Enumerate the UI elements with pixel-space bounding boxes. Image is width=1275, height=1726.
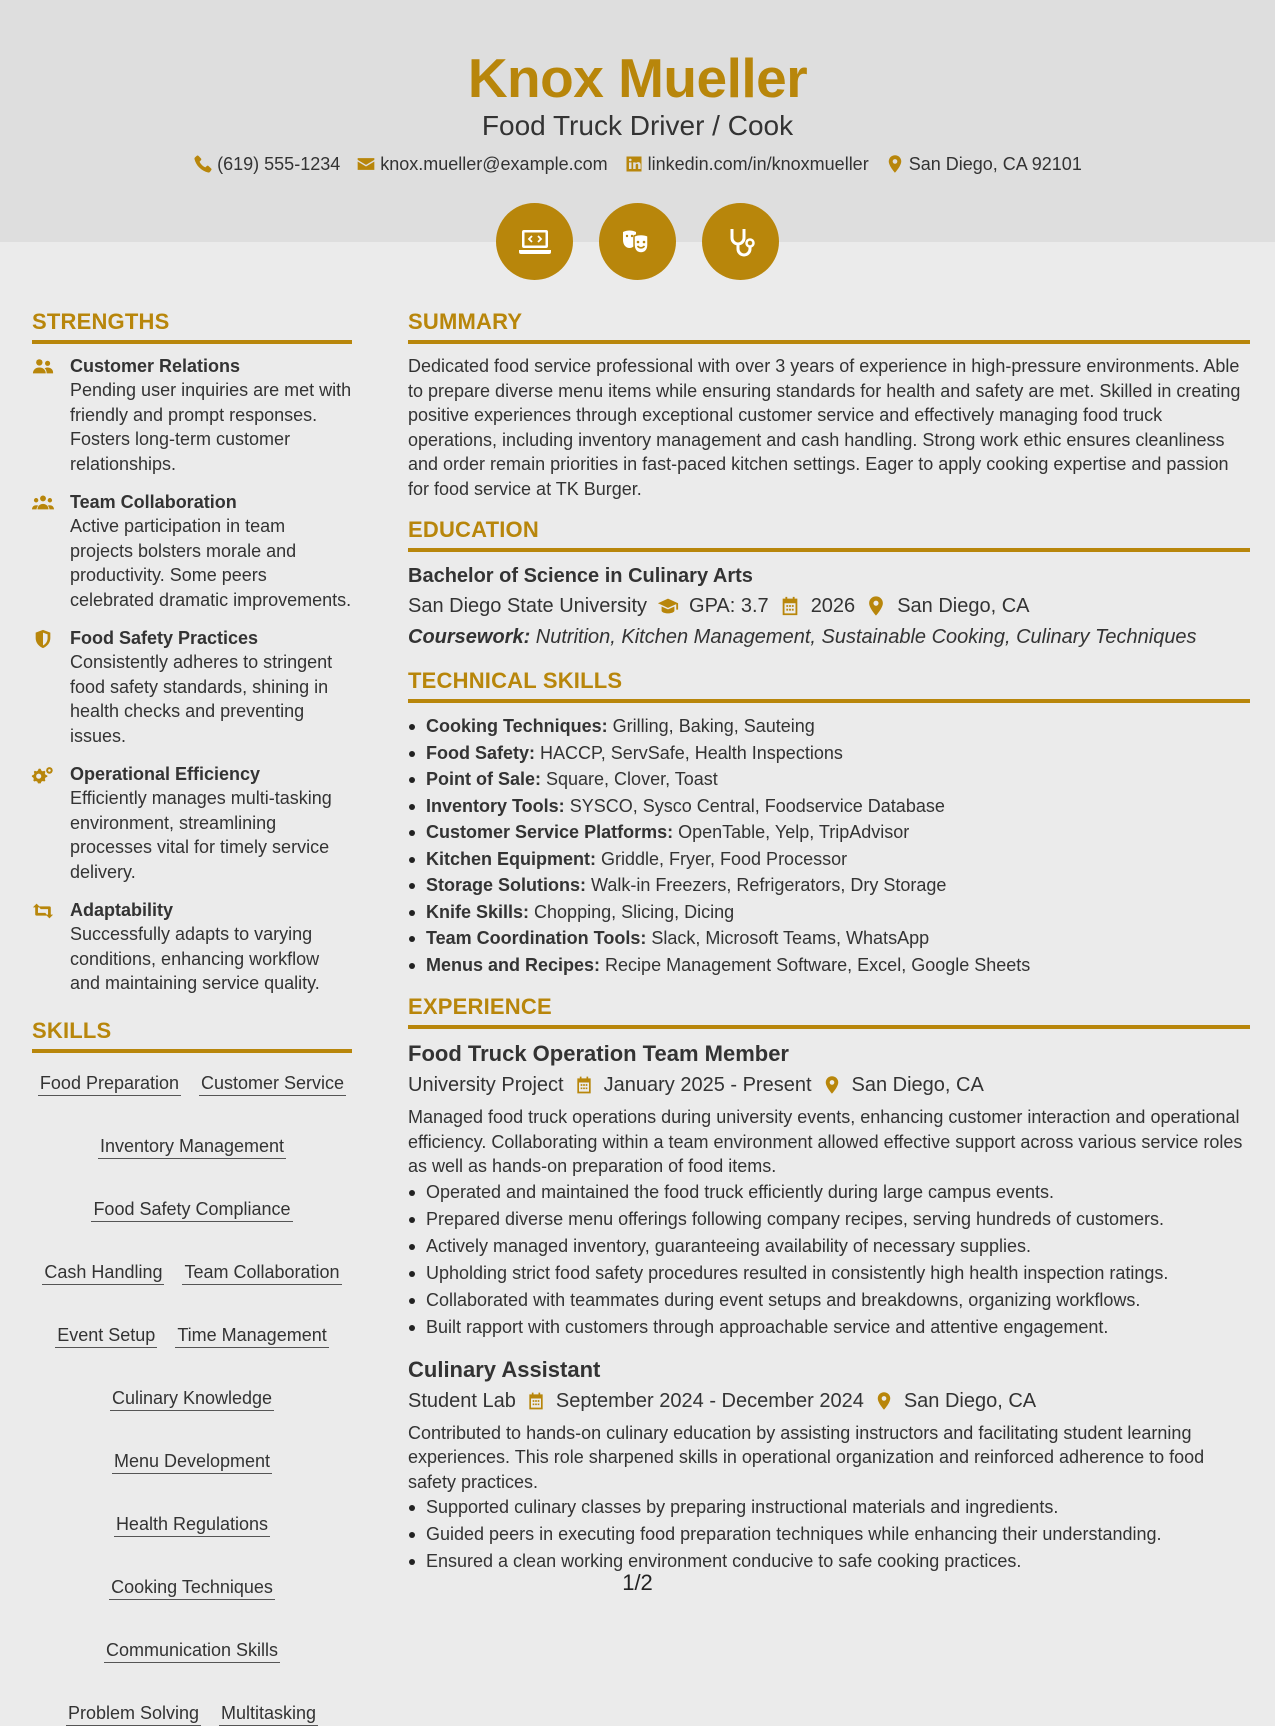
location-text: San Diego, CA 92101	[908, 154, 1082, 174]
tech-skill-label: Kitchen Equipment:	[426, 848, 596, 869]
list-item: Built rapport with customers through approachable service and attentive engagement.	[408, 1314, 1250, 1341]
theater-masks-icon	[618, 222, 658, 262]
job-org: University Project	[408, 1074, 564, 1096]
education-year: 2026	[810, 595, 856, 617]
education-school: San Diego State University	[408, 595, 648, 617]
strength-item	[32, 354, 352, 476]
users-icon	[32, 357, 54, 377]
list-item: Ensured a clean working environment conducive to safe cooking practices.	[408, 1548, 1250, 1575]
skills-list	[32, 1063, 352, 1726]
skills-heading: SKILLS	[32, 1016, 352, 1053]
job-location: San Diego, CA	[903, 1389, 1037, 1412]
tech-skill-label: Storage Solutions:	[426, 875, 587, 895]
tech-skill-label: Customer Service Platforms:	[426, 822, 674, 842]
strength-desc: Consistently adheres to stringent food safety standards, shining in health checks and preventing issues.	[70, 652, 333, 746]
badge-row	[0, 203, 1275, 280]
tech-skill-label: Team Coordination Tools:	[426, 928, 647, 948]
summary-text: Dedicated food service professional with over 3 years of experience in high-pressure environments. Able to prepare diverse menu items while ensuring standards for health and safety are met. Skilled in creating positive experiences through exceptional customer service and effectively managing food truck operations, including inventory management and cash handling. Strong work ethic ensures cleanliness and order remain priorities in fast-paced kitchen settings. Eager to apply cooking expertise and passion for food service at TK Burger.	[408, 356, 1241, 499]
list-item: Operated and maintained the food truck efficiently during large campus events.	[408, 1179, 1250, 1206]
tech-skill-value: HACCP, ServSafe, Health Inspections	[535, 742, 843, 763]
right-column	[408, 307, 1250, 1575]
job-bullets	[408, 1494, 1250, 1575]
email-text: knox.mueller@example.com	[380, 154, 608, 174]
skill-tag: Cooking Techniques	[109, 1575, 275, 1600]
education-meta	[408, 590, 1250, 622]
stethoscope-icon	[721, 222, 761, 262]
job-description: Contributed to hands-on culinary education by assisting instructors and facilitating student learning experiences. This role sharpened skills in operational organization and reinforced adherence to food safety practices.	[408, 1422, 1205, 1492]
phone-text: (619) 555-1234	[217, 154, 341, 174]
skill-tag: Culinary Knowledge	[110, 1386, 274, 1411]
experience-entry	[408, 1039, 1250, 1341]
list-item: Collaborated with teammates during event setups and breakdowns, organizing workflows.	[408, 1287, 1250, 1314]
tech-skill-value: Chopping, Slicing, Dicing	[529, 901, 735, 922]
job-entry-title: Food Truck Operation Team Member	[408, 1041, 789, 1066]
list-item	[408, 766, 1250, 793]
tech-skill-value: Recipe Management Software, Excel, Google Sheets	[600, 954, 1031, 975]
list-item	[408, 713, 1250, 740]
skill-tag: Event Setup	[55, 1323, 157, 1348]
strength-item	[32, 626, 352, 748]
skill-tag: Inventory Management	[98, 1134, 286, 1159]
job-entry-meta	[408, 1069, 1250, 1101]
job-dates: September 2024 - December 2024	[555, 1389, 864, 1412]
tech-skill-value: Slack, Microsoft Teams, WhatsApp	[646, 928, 930, 948]
people-group-icon	[32, 493, 54, 513]
shield-icon	[32, 629, 54, 649]
list-item: Guided peers in executing food preparation techniques while enhancing their understanding.	[408, 1521, 1250, 1548]
strength-desc: Active participation in team projects bolsters morale and productivity. Some peers celebrated dramatic improvements.	[70, 516, 352, 610]
technical-skills-heading: TECHNICAL SKILLS	[408, 666, 1250, 703]
strength-title: Operational Efficiency	[70, 764, 261, 784]
graduation-cap-icon	[657, 595, 679, 617]
page-number: 1/2	[622, 1570, 653, 1595]
tech-skill-value: OpenTable, Yelp, TripAdvisor	[673, 822, 910, 842]
skill-tag: Cash Handling	[42, 1260, 164, 1285]
list-item: Prepared diverse menu offerings following company recipes, serving hundreds of customers.	[408, 1206, 1250, 1233]
list-item: Actively managed inventory, guaranteeing availability of necessary supplies.	[408, 1233, 1250, 1260]
list-item	[408, 872, 1250, 899]
job-entry-title: Culinary Assistant	[408, 1356, 601, 1382]
laptop-code-icon	[515, 222, 555, 262]
skill-tag: Food Preparation	[38, 1071, 181, 1096]
education-location: San Diego, CA	[897, 595, 1030, 617]
strength-title: Team Collaboration	[70, 492, 237, 512]
location-pin-icon	[874, 1390, 894, 1412]
coursework-label: Coursework:	[408, 626, 531, 648]
job-bullets	[408, 1179, 1250, 1341]
job-dates: January 2025 - Present	[603, 1074, 812, 1096]
location-pin-icon	[822, 1074, 842, 1096]
tech-skill-label: Cooking Techniques:	[426, 716, 608, 736]
tech-skill-label: Point of Sale:	[426, 769, 542, 789]
skill-tag: Food Safety Compliance	[91, 1197, 292, 1222]
linkedin-icon	[624, 154, 644, 174]
job-org: Student Lab	[408, 1389, 516, 1412]
calendar-icon	[526, 1390, 546, 1412]
strength-title: Adaptability	[70, 900, 174, 920]
list-item	[408, 740, 1250, 767]
tech-skill-value: Walk-in Freezers, Refrigerators, Dry Storage	[586, 875, 947, 895]
calendar-icon	[574, 1074, 594, 1096]
tech-skill-value: Grilling, Baking, Sauteing	[607, 716, 815, 736]
tech-skill-value: Square, Clover, Toast	[541, 769, 718, 789]
job-location: San Diego, CA	[851, 1074, 984, 1096]
skill-tag: Customer Service	[199, 1071, 346, 1096]
skill-tag: Health Regulations	[114, 1512, 270, 1537]
summary-heading: SUMMARY	[408, 307, 1250, 344]
skill-tag: Menu Development	[112, 1449, 272, 1474]
strengths-heading: STRENGTHS	[32, 307, 352, 344]
skill-tag: Team Collaboration	[182, 1260, 341, 1285]
laptop-code-badge	[496, 203, 573, 280]
skill-tag: Problem Solving	[66, 1701, 201, 1726]
list-item	[408, 925, 1250, 952]
education-coursework	[408, 622, 1250, 652]
location-pin-icon	[865, 595, 887, 617]
skill-tag: Communication Skills	[104, 1638, 280, 1663]
tech-skill-label: Inventory Tools:	[426, 795, 565, 816]
contact-linkedin[interactable]	[624, 151, 869, 177]
technical-skills-list	[408, 713, 1250, 978]
tech-skill-label: Menus and Recipes:	[426, 954, 601, 975]
contact-row	[0, 151, 1275, 177]
skill-tag: Multitasking	[219, 1701, 318, 1726]
gears-icon	[32, 765, 54, 785]
strength-desc: Successfully adapts to varying conditions, enhancing workflow and maintaining service quality.	[70, 924, 320, 993]
list-item: Supported culinary classes by preparing instructional materials and ingredients.	[408, 1494, 1250, 1521]
strength-desc: Efficiently manages multi-tasking environment, streamlining processes vital for timely service delivery.	[70, 788, 332, 882]
tech-skill-value: SYSCO, Sysco Central, Foodservice Database	[564, 795, 945, 816]
strength-item	[32, 898, 352, 996]
tech-skill-value: Griddle, Fryer, Food Processor	[596, 848, 848, 869]
left-column	[32, 307, 352, 1726]
phone-icon	[193, 154, 213, 174]
stethoscope-badge	[702, 203, 779, 280]
strength-title: Food Safety Practices	[70, 628, 259, 648]
job-description: Managed food truck operations during university events, enhancing customer interaction and operational efficiency. Collaborating within a team environment allowed effective support across various service roles as well as hands-on preparation of food items.	[408, 1107, 1243, 1176]
list-item	[408, 952, 1250, 979]
location-pin-icon	[885, 154, 905, 174]
list-item	[408, 899, 1250, 926]
list-item: Upholding strict food safety procedures resulted in consistently high health inspection ratings.	[408, 1260, 1250, 1287]
calendar-icon	[779, 595, 801, 617]
contact-email[interactable]	[356, 151, 607, 177]
tech-skill-label: Knife Skills:	[426, 901, 530, 922]
skill-tag: Time Management	[175, 1323, 328, 1348]
list-item	[408, 793, 1250, 820]
strength-item	[32, 490, 352, 612]
contact-phone[interactable]	[193, 151, 340, 177]
strength-title: Customer Relations	[70, 356, 241, 376]
experience-entry	[408, 1355, 1250, 1576]
list-item	[408, 819, 1250, 846]
education-gpa: GPA: 3.7	[689, 595, 769, 617]
strength-item	[32, 762, 352, 884]
envelope-icon	[356, 154, 376, 174]
list-item	[408, 846, 1250, 873]
coursework-list: Nutrition, Kitchen Management, Sustainable Cooking, Culinary Techniques	[530, 626, 1197, 648]
contact-location[interactable]	[885, 151, 1082, 177]
education-heading: EDUCATION	[408, 515, 1250, 552]
job-title: Food Truck Driver / Cook	[481, 110, 794, 141]
linkedin-text: linkedin.com/in/knoxmueller	[647, 154, 869, 174]
education-degree: Bachelor of Science in Culinary Arts	[408, 565, 753, 587]
candidate-name: Knox Mueller	[467, 47, 808, 109]
retweet-icon	[32, 901, 54, 921]
job-entry-meta	[408, 1385, 1250, 1417]
theater-masks-badge	[599, 203, 676, 280]
experience-heading: EXPERIENCE	[408, 992, 1250, 1029]
strength-desc: Pending user inquiries are met with friendly and prompt responses. Fosters long-term customer relationships.	[70, 380, 352, 474]
tech-skill-label: Food Safety:	[426, 742, 536, 763]
